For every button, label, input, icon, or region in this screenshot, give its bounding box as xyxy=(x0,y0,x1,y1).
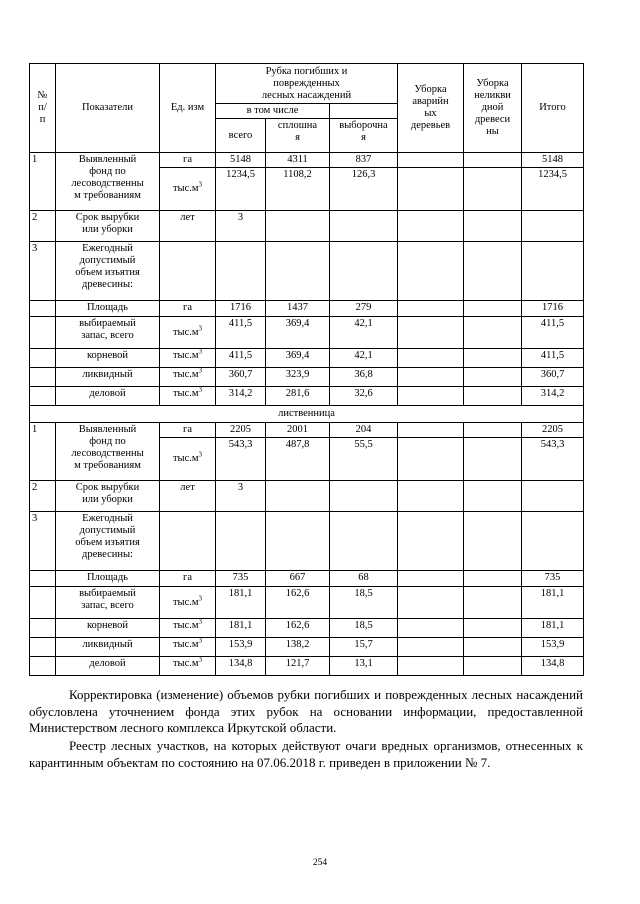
value-illiquid xyxy=(464,657,522,676)
text-line: м требованиям xyxy=(74,190,141,201)
table-row xyxy=(30,317,584,349)
table-row xyxy=(30,387,584,406)
empty-cell xyxy=(464,211,522,242)
table-row xyxy=(30,242,584,301)
value-selective: 18,5 xyxy=(330,587,398,619)
unit-exponent: 3 xyxy=(198,594,203,602)
empty-cell xyxy=(30,317,56,349)
empty-cell xyxy=(522,481,584,512)
header-row xyxy=(30,64,584,104)
page-number: 254 xyxy=(312,858,328,868)
value-emergency xyxy=(398,587,464,619)
text-line: п/ xyxy=(38,102,47,113)
value-total: 153,9 xyxy=(522,638,584,657)
value-selective: 279 xyxy=(330,301,398,317)
empty-cell xyxy=(30,638,56,657)
value-all: 3 xyxy=(216,211,266,242)
empty-cell xyxy=(522,242,584,301)
value-clear: 138,2 xyxy=(266,638,330,657)
paragraph-registry: Реестр лесных участков, на которых действуют очаги вредных организмов, отнесенных к карантинным объектам по состоянию на 07.06.2018 г. приведен в приложении № 7. xyxy=(29,738,583,770)
unit-m3 xyxy=(160,438,216,481)
value-illiquid xyxy=(464,423,522,438)
table-row xyxy=(30,368,584,387)
value-total: 5148 xyxy=(522,153,584,168)
text-line: лесоводственны xyxy=(71,178,144,189)
value-emergency xyxy=(398,619,464,638)
empty-cell xyxy=(30,368,56,387)
value-selective: 126,3 xyxy=(330,168,398,211)
value-total: 543,3 xyxy=(522,438,584,481)
text-line: поврежденных xyxy=(273,77,340,89)
unit-m3 xyxy=(160,168,216,211)
unit-label: тыс.м xyxy=(172,620,199,631)
unit-label: тыс.м xyxy=(172,639,199,650)
value-selective: 18,5 xyxy=(330,619,398,638)
row-number: 1 xyxy=(30,153,56,211)
value-illiquid xyxy=(464,638,522,657)
value-illiquid xyxy=(464,153,522,168)
indicator-fund xyxy=(56,153,160,211)
value-clear: 1437 xyxy=(266,301,330,317)
value-selective: 837 xyxy=(330,153,398,168)
unit-exponent: 3 xyxy=(198,656,203,664)
text-line: древесины: xyxy=(82,549,133,560)
unit-exponent: 3 xyxy=(198,367,203,375)
value-all: 2205 xyxy=(216,423,266,438)
empty-cell xyxy=(30,571,56,587)
header-all: всего xyxy=(216,119,266,153)
empty-cell xyxy=(522,512,584,571)
row-number: 2 xyxy=(30,211,56,242)
table-row xyxy=(30,153,584,168)
unit-m3 xyxy=(160,638,216,657)
value-total: 134,8 xyxy=(522,657,584,676)
header-selective xyxy=(330,119,398,153)
value-all: 134,8 xyxy=(216,657,266,676)
header-illiquid xyxy=(464,64,522,153)
indicator-term xyxy=(56,481,160,512)
row-number: 1 xyxy=(30,423,56,481)
unit-label: тыс.м xyxy=(172,369,199,380)
text-line: Выявленный xyxy=(78,154,137,165)
value-total: 360,7 xyxy=(522,368,584,387)
value-all: 153,9 xyxy=(216,638,266,657)
value-clear: 4311 xyxy=(266,153,330,168)
text-line: лесных насаждений xyxy=(261,89,352,101)
indicator-area: Площадь xyxy=(56,571,160,587)
empty-cell xyxy=(398,512,464,571)
text-line: п xyxy=(39,114,46,125)
text-line: я xyxy=(361,132,366,143)
header-indicator: Показатели xyxy=(56,64,160,153)
row-number: 2 xyxy=(30,481,56,512)
value-selective: 55,5 xyxy=(330,438,398,481)
value-all: 360,7 xyxy=(216,368,266,387)
value-clear: 162,6 xyxy=(266,587,330,619)
table-row xyxy=(30,571,584,587)
value-clear: 162,6 xyxy=(266,619,330,638)
value-clear: 667 xyxy=(266,571,330,587)
value-total: 1234,5 xyxy=(522,168,584,211)
empty-cell xyxy=(464,242,522,301)
table-row xyxy=(30,301,584,317)
value-clear: 281,6 xyxy=(266,387,330,406)
empty-cell xyxy=(160,512,216,571)
header-felling xyxy=(216,64,398,104)
unit-label: тыс.м xyxy=(172,596,199,608)
text-line: запас, всего xyxy=(81,600,134,611)
empty-cell xyxy=(330,242,398,301)
text-line: Ежегодный xyxy=(82,513,133,524)
text-line: или уборки xyxy=(82,494,133,505)
header-incl: в том числе xyxy=(216,104,330,119)
empty-cell xyxy=(30,349,56,368)
value-emergency xyxy=(398,438,464,481)
value-emergency xyxy=(398,368,464,387)
text-line: древеси xyxy=(474,114,511,125)
felling-volume-table xyxy=(29,63,584,676)
value-clear: 369,4 xyxy=(266,317,330,349)
paragraph-correction: Корректировка (изменение) объемов рубки погибших и поврежденных лесных насаждений обусловлена уточнением фонда этих рубок на основании информации, предоставленной Министерством лесного комплекса Иркутской области. xyxy=(29,687,583,735)
indicator-annual xyxy=(56,242,160,301)
text-line: Ежегодный xyxy=(82,243,133,254)
text-line: дной xyxy=(481,102,504,113)
text-line: я xyxy=(295,132,300,143)
unit-exponent: 3 xyxy=(198,386,203,394)
value-clear: 323,9 xyxy=(266,368,330,387)
table-row xyxy=(30,619,584,638)
empty-cell xyxy=(464,512,522,571)
unit-m3 xyxy=(160,349,216,368)
text-line: запас, всего xyxy=(81,330,134,341)
text-line: ны xyxy=(486,126,499,137)
text-line: допустимый xyxy=(79,525,136,536)
value-total: 411,5 xyxy=(522,317,584,349)
row-number: 3 xyxy=(30,512,56,571)
value-all: 411,5 xyxy=(216,317,266,349)
value-total: 411,5 xyxy=(522,349,584,368)
empty-cell xyxy=(330,512,398,571)
unit-exponent: 3 xyxy=(198,618,203,626)
value-total: 1716 xyxy=(522,301,584,317)
value-selective: 32,6 xyxy=(330,387,398,406)
indicator-root: корневой xyxy=(56,349,160,368)
text-line: выбираемый xyxy=(79,588,136,599)
empty-cell xyxy=(30,301,56,317)
value-total: 735 xyxy=(522,571,584,587)
value-total: 181,1 xyxy=(522,619,584,638)
value-all: 181,1 xyxy=(216,619,266,638)
empty-cell xyxy=(216,242,266,301)
text-line: древесины: xyxy=(82,279,133,290)
table-row xyxy=(30,638,584,657)
indicator-business: деловой xyxy=(56,657,160,676)
header-total: Итого xyxy=(522,64,584,153)
unit-label: тыс.м xyxy=(172,453,199,464)
value-clear: 369,4 xyxy=(266,349,330,368)
empty-cell xyxy=(330,481,398,512)
unit-label: тыс.м xyxy=(172,350,199,361)
value-all: 543,3 xyxy=(216,438,266,481)
empty-cell xyxy=(330,211,398,242)
table-row xyxy=(30,587,584,619)
text-line: объем изъятия xyxy=(75,267,140,278)
indicator-liquid: ликвидный xyxy=(56,638,160,657)
empty-cell xyxy=(266,512,330,571)
table-row xyxy=(30,512,584,571)
empty-cell xyxy=(30,387,56,406)
value-emergency xyxy=(398,301,464,317)
table-row xyxy=(30,349,584,368)
value-emergency xyxy=(398,317,464,349)
text-line: фонд по xyxy=(89,436,126,447)
value-all: 1716 xyxy=(216,301,266,317)
unit-m3 xyxy=(160,317,216,349)
section-row xyxy=(30,406,584,423)
value-total: 314,2 xyxy=(522,387,584,406)
unit-ha: га xyxy=(160,153,216,168)
table-row xyxy=(30,211,584,242)
empty-cell xyxy=(30,619,56,638)
value-illiquid xyxy=(464,368,522,387)
value-total: 181,1 xyxy=(522,587,584,619)
text-line: Выявленный xyxy=(78,424,137,435)
value-selective: 68 xyxy=(330,571,398,587)
header-clear xyxy=(266,119,330,153)
value-all: 5148 xyxy=(216,153,266,168)
text-line: Срок вырубки xyxy=(75,482,140,493)
indicator-liquid: ликвидный xyxy=(56,368,160,387)
value-all: 314,2 xyxy=(216,387,266,406)
value-selective: 42,1 xyxy=(330,349,398,368)
text-line: Уборка xyxy=(414,84,447,95)
unit-ha: га xyxy=(160,423,216,438)
header-emergency xyxy=(398,64,464,153)
unit-m3 xyxy=(160,619,216,638)
row-number: 3 xyxy=(30,242,56,301)
unit-exponent: 3 xyxy=(198,348,203,356)
value-selective: 42,1 xyxy=(330,317,398,349)
indicator-annual xyxy=(56,512,160,571)
indicator-fund xyxy=(56,423,160,481)
value-all: 735 xyxy=(216,571,266,587)
unit-exponent: 3 xyxy=(198,450,203,459)
unit-label: тыс.м xyxy=(172,658,199,669)
empty-cell xyxy=(398,481,464,512)
unit-exponent: 3 xyxy=(198,637,203,645)
value-clear: 1108,2 xyxy=(266,168,330,211)
text-line: Рубка погибших и xyxy=(265,65,348,77)
value-illiquid xyxy=(464,168,522,211)
value-illiquid xyxy=(464,438,522,481)
value-emergency xyxy=(398,153,464,168)
text-line: Срок вырубки xyxy=(75,212,140,223)
text-line: неликви xyxy=(474,90,511,101)
value-all: 181,1 xyxy=(216,587,266,619)
unit-exponent: 3 xyxy=(198,180,203,189)
text-line: выборочна xyxy=(339,120,388,131)
unit-label: тыс.м xyxy=(172,388,199,399)
empty-cell xyxy=(522,211,584,242)
value-all: 411,5 xyxy=(216,349,266,368)
empty-cell xyxy=(398,211,464,242)
indicator-area: Площадь xyxy=(56,301,160,317)
value-clear: 487,8 xyxy=(266,438,330,481)
text-line: лесоводственны xyxy=(71,448,144,459)
value-illiquid xyxy=(464,349,522,368)
value-selective: 15,7 xyxy=(330,638,398,657)
empty-cell xyxy=(160,242,216,301)
text-line: деревьев xyxy=(410,120,451,131)
unit-m3 xyxy=(160,368,216,387)
unit-ha: га xyxy=(160,301,216,317)
value-illiquid xyxy=(464,587,522,619)
value-emergency xyxy=(398,387,464,406)
value-all: 3 xyxy=(216,481,266,512)
unit-years: лет xyxy=(160,211,216,242)
empty-cell xyxy=(266,242,330,301)
unit-ha: га xyxy=(160,571,216,587)
table-row xyxy=(30,481,584,512)
value-illiquid xyxy=(464,317,522,349)
text-line: выбираемый xyxy=(79,318,136,329)
empty-cell xyxy=(266,481,330,512)
text-line: сплошна xyxy=(277,120,318,131)
text-line: № xyxy=(37,90,48,101)
text-line: м требованиям xyxy=(74,460,141,471)
unit-exponent: 3 xyxy=(198,324,203,332)
indicator-stock xyxy=(56,317,160,349)
value-emergency xyxy=(398,423,464,438)
empty-cell xyxy=(216,512,266,571)
value-illiquid xyxy=(464,387,522,406)
text-line: или уборки xyxy=(82,224,133,235)
value-clear: 2001 xyxy=(266,423,330,438)
value-emergency xyxy=(398,571,464,587)
unit-m3 xyxy=(160,657,216,676)
header-num xyxy=(30,64,56,153)
unit-label: тыс.м xyxy=(172,326,199,338)
value-emergency xyxy=(398,657,464,676)
empty-cell xyxy=(398,242,464,301)
table-row xyxy=(30,423,584,438)
unit-m3 xyxy=(160,387,216,406)
value-emergency xyxy=(398,638,464,657)
value-all: 1234,5 xyxy=(216,168,266,211)
text-line: фонд по xyxy=(89,166,126,177)
text-line: допустимый xyxy=(79,255,136,266)
value-emergency xyxy=(398,349,464,368)
indicator-term xyxy=(56,211,160,242)
text-line: ых xyxy=(424,108,437,119)
section-larch: лиственница xyxy=(30,406,584,423)
value-illiquid xyxy=(464,619,522,638)
text-line: Уборка xyxy=(476,78,509,89)
unit-years: лет xyxy=(160,481,216,512)
value-selective: 13,1 xyxy=(330,657,398,676)
value-selective: 204 xyxy=(330,423,398,438)
unit-label: тыс.м xyxy=(172,183,199,194)
empty-cell xyxy=(266,211,330,242)
value-illiquid xyxy=(464,301,522,317)
text-line: аварийн xyxy=(412,96,449,107)
indicator-business: деловой xyxy=(56,387,160,406)
text-line: объем изъятия xyxy=(75,537,140,548)
empty-cell xyxy=(30,587,56,619)
indicator-stock xyxy=(56,587,160,619)
value-selective: 36,8 xyxy=(330,368,398,387)
header-unit: Ед. изм xyxy=(160,64,216,153)
empty-cell xyxy=(464,481,522,512)
unit-m3 xyxy=(160,587,216,619)
value-emergency xyxy=(398,168,464,211)
table-row xyxy=(30,657,584,676)
indicator-root: корневой xyxy=(56,619,160,638)
value-clear: 121,7 xyxy=(266,657,330,676)
empty-cell xyxy=(30,657,56,676)
value-total: 2205 xyxy=(522,423,584,438)
value-illiquid xyxy=(464,571,522,587)
